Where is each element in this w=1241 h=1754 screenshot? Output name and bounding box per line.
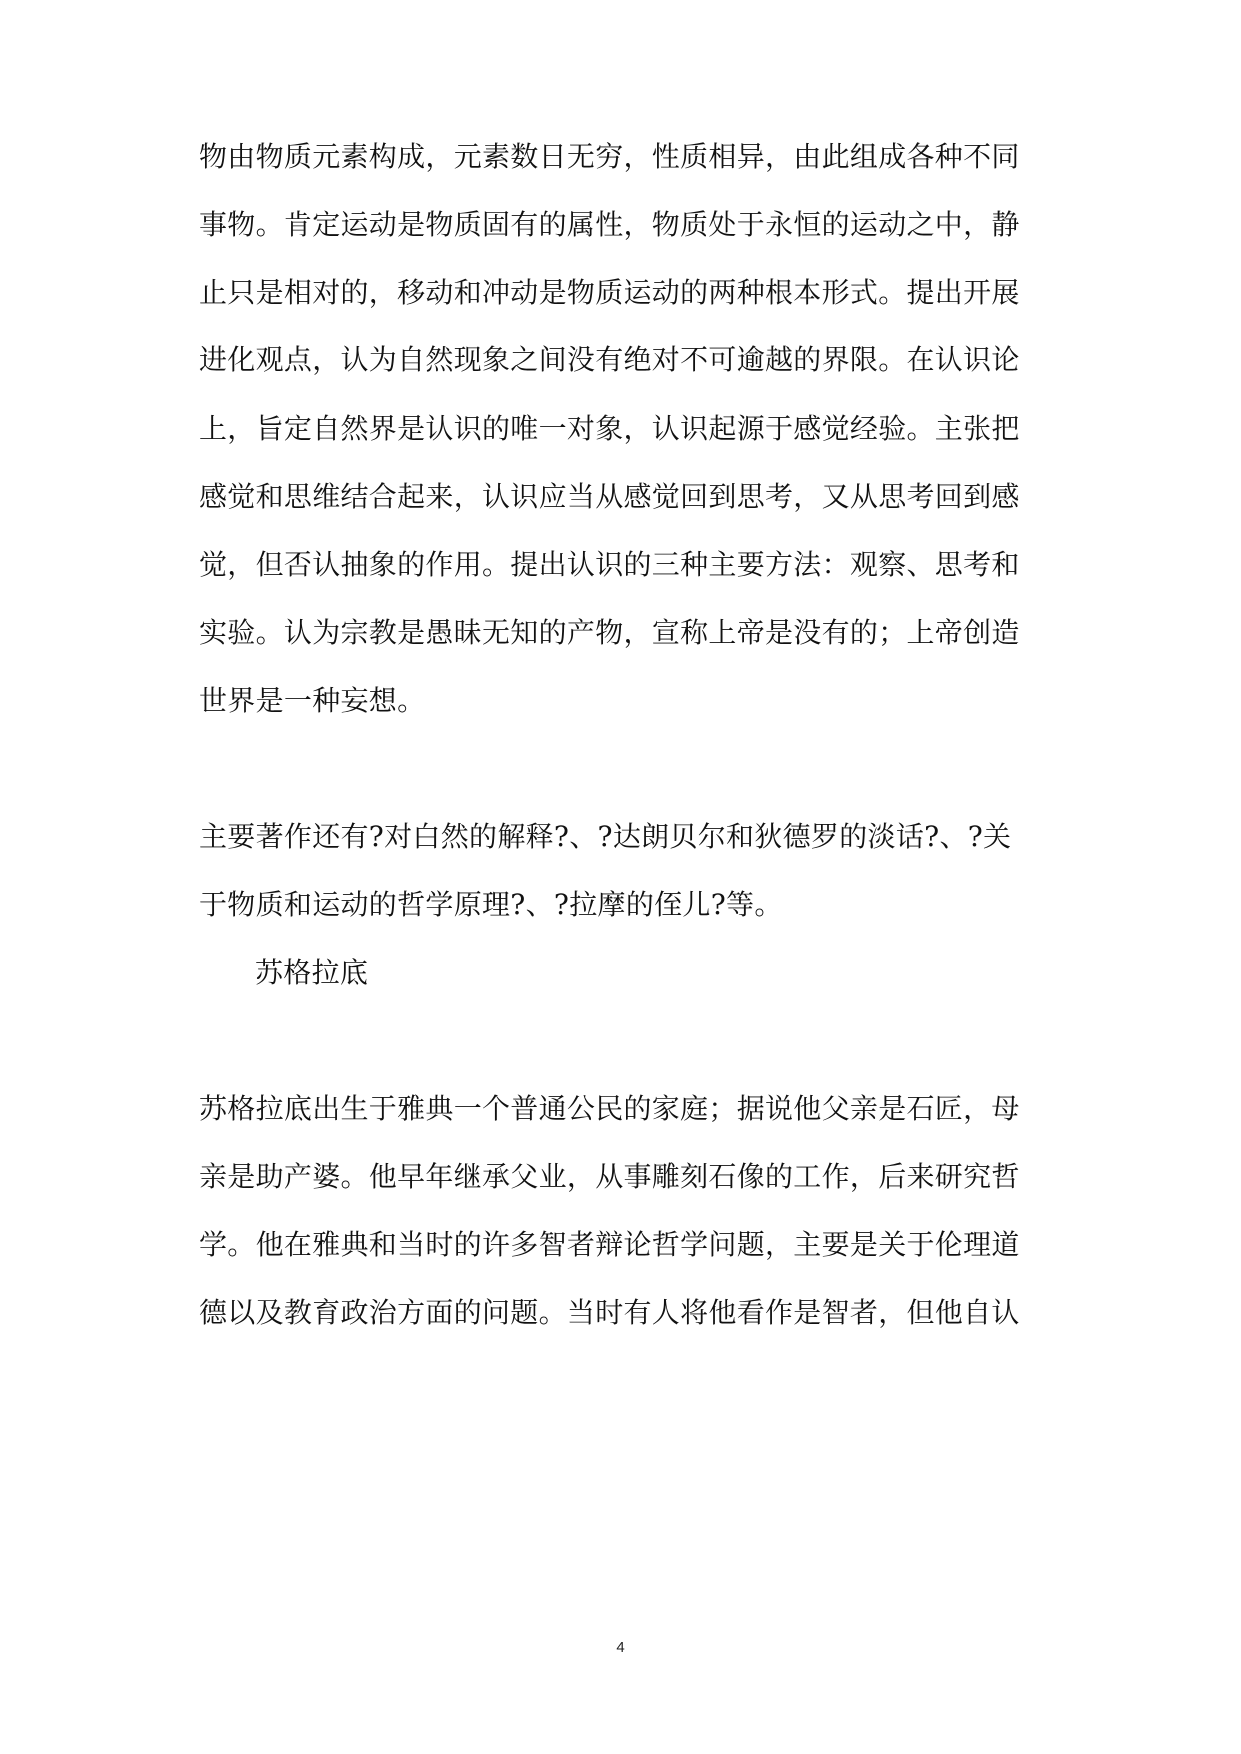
- paragraph-line: 事物。肯定运动是物质固有的属性，物质处于永恒的运动之中，静: [199, 208, 1020, 241]
- section-heading: 苏格拉底: [255, 956, 369, 989]
- paragraph-line: 世界是一种妄想。: [199, 684, 426, 717]
- paragraph-line: 物由物质元素构成，元素数日无穷，性质相异，由此组成各种不同: [199, 140, 1020, 173]
- paragraph-line: 学。他在雅典和当时的许多智者辩论哲学问题，主要是关于伦理道: [199, 1228, 1020, 1261]
- paragraph-line: 觉，但否认抽象的作用。提出认识的三种主要方法：观察、思考和: [199, 548, 1020, 581]
- paragraph-line: 上，旨定自然界是认识的唯一对象，认识起源于感觉经验。主张把: [199, 412, 1020, 445]
- paragraph-line: 亲是助产婆。他早年继承父业，从事雕刻石像的工作，后来研究哲: [199, 1160, 1020, 1193]
- paragraph-line: 主要著作还有?对白然的解释?、?达朗贝尔和狄德罗的淡话?、?关: [199, 820, 1012, 853]
- page-number: 4: [616, 1639, 625, 1656]
- paragraph-line: 实验。认为宗教是愚昧无知的产物，宣称上帝是没有的；上帝创造: [199, 616, 1020, 649]
- paragraph-line: 进化观点，认为自然现象之间没有绝对不可逾越的界限。在认识论: [199, 343, 1020, 376]
- paragraph-line: 德以及教育政治方面的问题。当时有人将他看作是智者，但他自认: [199, 1296, 1020, 1329]
- paragraph-line: 感觉和思维结合起来，认识应当从感觉回到思考，又从思考回到感: [199, 480, 1020, 513]
- paragraph-line: 止只是相对的，移动和冲动是物质运动的两种根本形式。提出开展: [199, 276, 1020, 309]
- paragraph-line: 于物质和运动的哲学原理?、?拉摩的侄儿?等。: [199, 888, 783, 921]
- paragraph-line: 苏格拉底出生于雅典一个普通公民的家庭；据说他父亲是石匠，母: [199, 1092, 1020, 1125]
